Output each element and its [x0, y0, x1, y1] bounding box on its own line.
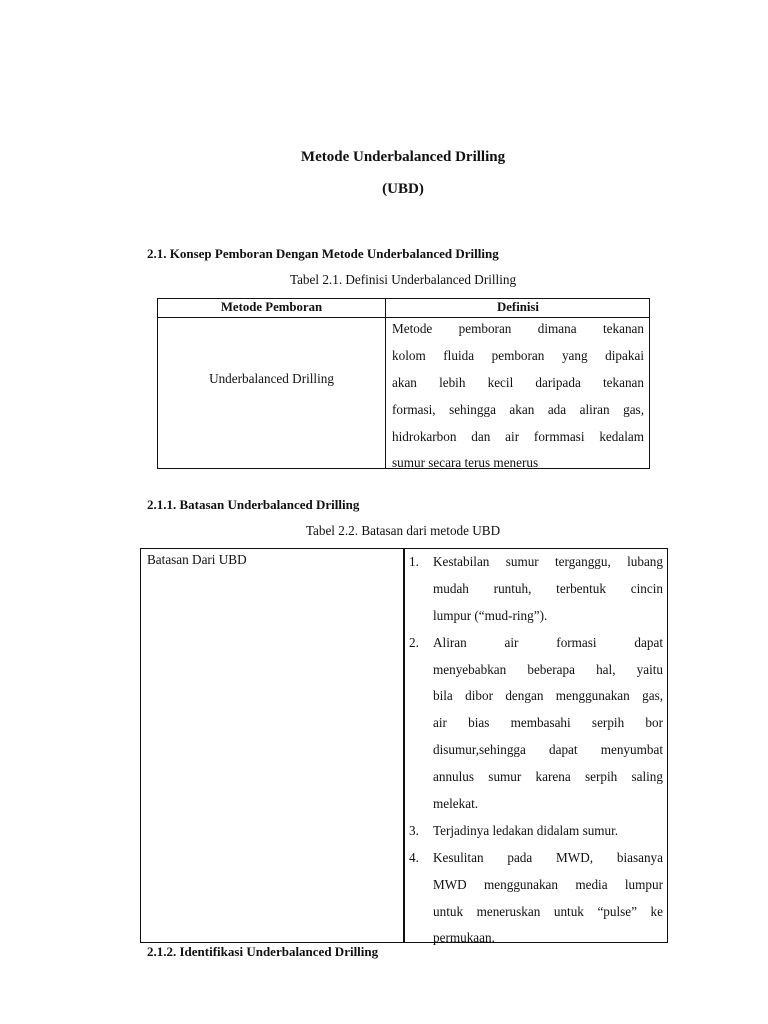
table-cell-label: Batasan Dari UBD	[147, 552, 247, 567]
limitations-list	[407, 549, 663, 952]
list-item-number: 4.	[409, 849, 419, 865]
section-heading-2-1-1: 2.1.1. Batasan Underbalanced Drilling	[147, 497, 360, 512]
page-title: Metode Underbalanced Drilling	[300, 149, 506, 165]
list-item-line: Kestabilan sumur terganggu, lubang	[433, 554, 663, 569]
column-divider	[403, 549, 405, 942]
table-caption-2-1: Tabel 2.1. Definisi Underbalanced Drilling	[289, 272, 517, 287]
definition-table	[157, 298, 650, 469]
table-caption-2-2: Tabel 2.2. Batasan dari metode UBD	[305, 523, 501, 538]
list-item-number: 2.	[409, 634, 419, 650]
list-item-line: menyebabkan beberapa hal, yaitu	[433, 661, 663, 677]
list-item-line: Terjadinya ledakan didalam sumur.	[433, 822, 619, 838]
limitations-table	[140, 548, 668, 946]
list-item	[407, 818, 663, 845]
table-header-definition: Definisi	[497, 300, 539, 314]
list-item	[407, 630, 663, 818]
list-item-line: Kesulitan pada MWD, biasanya	[433, 849, 663, 865]
list-item-number: 3.	[409, 822, 419, 838]
list-item	[407, 845, 663, 953]
list-item-line: permukaan.	[433, 930, 495, 946]
table-cell-definition	[392, 316, 644, 477]
table-header-method: Metode Pemboran	[220, 300, 323, 314]
list-item	[407, 549, 663, 630]
list-item-number: 1.	[409, 554, 419, 569]
list-item-line: Aliran air formasi dapat	[433, 634, 663, 650]
list-item-line: MWD menggunakan media lumpur	[433, 876, 663, 892]
definition-line: kolom fluida pemboran yang dipakai	[392, 347, 644, 363]
section-heading-2-1-2: 2.1.2. Identifikasi Underbalanced Drilling	[147, 944, 379, 959]
definition-line: sumur secara terus menerus	[392, 455, 539, 471]
definition-line: formasi, sehingga akan ada aliran gas,	[392, 401, 644, 417]
definition-line: Metode pemboran dimana tekanan	[392, 321, 644, 336]
table-cell-method: Underbalanced Drilling	[209, 371, 334, 386]
list-item-line: annulus sumur karena serpih saling	[433, 769, 663, 785]
list-item-line: untuk meneruskan untuk “pulse” ke	[433, 903, 663, 919]
list-item-line: disumur,sehingga dapat menyumbat	[433, 742, 663, 758]
list-item-line: mudah runtuh, terbentuk cincin	[433, 580, 663, 596]
list-item-line: air bias membasahi serpih bor	[433, 715, 663, 731]
list-item-line: lumpur (“mud-ring”).	[433, 607, 548, 623]
definition-line: hidrokarbon dan air formmasi kedalam	[392, 428, 644, 444]
page-subtitle: (UBD)	[382, 181, 424, 197]
list-item-line: bila dibor dengan menggunakan gas,	[433, 688, 663, 704]
definition-line: akan lebih kecil daripada tekanan	[392, 374, 644, 390]
column-divider	[385, 299, 386, 468]
list-item-line: melekat.	[433, 796, 479, 812]
section-heading-2-1: 2.1. Konsep Pemboran Dengan Metode Underbalanced Drilling	[147, 246, 499, 261]
